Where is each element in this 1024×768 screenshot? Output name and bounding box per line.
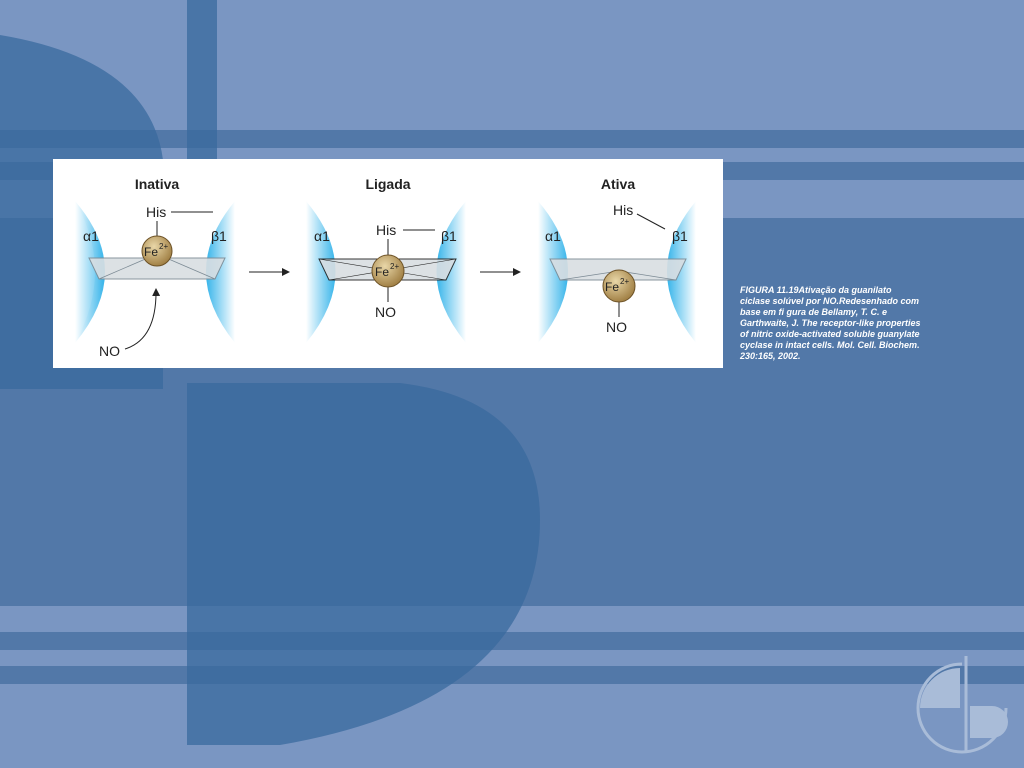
iron-label: Fe [605,280,620,294]
beta-label: β1 [211,228,227,244]
alpha-label: α1 [314,228,330,244]
no-binding-arrow [125,289,156,349]
no-label: NO [606,319,627,335]
beta-label: β1 [441,228,457,244]
stage-active [538,176,696,343]
no-label: NO [99,343,120,359]
beta-label: β1 [672,228,688,244]
stage-title: Ativa [600,176,636,192]
publisher-logo [910,652,1010,756]
stage-title: Inativa [134,176,180,192]
alpha-label: α1 [83,228,99,244]
no-label: NO [375,304,396,320]
stage-title: Ligada [365,176,411,192]
iron-charge: 2+ [390,262,400,271]
guanylate-cyclase-diagram [53,159,723,368]
iron-charge: 2+ [159,242,169,251]
alpha-label: α1 [545,228,561,244]
iron-label: Fe [375,265,390,279]
figure-caption: FIGURA 11.19Ativação da guanilato ciclase solúvel por NO.Redesenhado com base em fi gura de Bellamy, T. C. e Garthwaite, J. The receptor-like properties of nitric oxide-activated soluble guanylate cyclase in intact cells. Mol. Cell. Biochem. 230:165, 2002. [740,285,921,361]
stage-bound [306,176,466,343]
histidine-label: His [376,222,397,238]
histidine-label: His [146,204,167,220]
histidine-label: His [613,202,634,218]
iron-charge: 2+ [620,277,630,286]
figure-panel [53,159,723,368]
iron-label: Fe [144,245,159,259]
stage-inactive [75,176,235,359]
